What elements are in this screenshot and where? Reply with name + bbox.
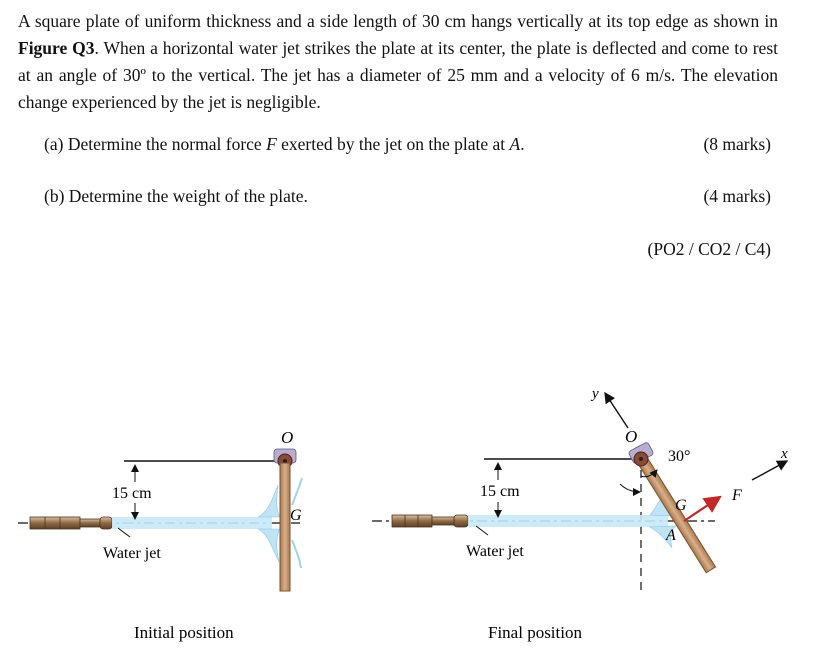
question-a-text-1: Determine the normal force <box>67 134 267 154</box>
figure-reference: Figure Q3 <box>18 38 95 58</box>
initial-jet-leader <box>118 528 130 537</box>
initial-center-label: G <box>290 507 302 524</box>
initial-position-diagram <box>18 428 302 642</box>
question-b-label: (b) <box>44 186 65 206</box>
question-a-marks: (8 marks) <box>703 134 771 154</box>
question-a-label: (a) <box>44 134 64 154</box>
outcome-code: (PO2 / CO2 / C4) <box>647 239 771 259</box>
question-b-text: Determine the weight of the plate. <box>68 186 308 206</box>
final-jet-label: Water jet <box>466 543 524 560</box>
final-angle-label: 30° <box>668 448 691 465</box>
initial-dim-label: 15 cm <box>112 485 152 502</box>
initial-plate <box>280 463 290 591</box>
final-force-label: F <box>732 487 742 504</box>
final-y-axis-arrow <box>605 393 628 428</box>
final-jet-leader <box>476 526 488 535</box>
question-b-marks: (4 marks) <box>703 186 771 206</box>
final-center-label: G <box>675 497 687 514</box>
final-position-diagram <box>372 386 788 642</box>
final-x-axis-label: x <box>781 446 788 462</box>
final-caption: Final position <box>488 623 582 642</box>
question-a-var-a: A <box>509 134 521 154</box>
final-plate <box>637 457 715 573</box>
initial-pivot-label: O <box>281 428 294 447</box>
final-point-label: A <box>666 527 676 544</box>
question-a-text-3: . <box>520 134 525 154</box>
problem-intro-part1: A square plate of uniform thickness and a side length of 30 cm hangs vertically at its top edge as shown in <box>18 11 778 31</box>
initial-jet-label: Water jet <box>103 545 161 562</box>
problem-intro-part2: . When a horizontal water jet strikes the plate at its center, the plate is deflected and come to rest at an angle of 30º to the vertical. The jet has a diameter of 25 mm and a velocity of 6 m/s. The elevation change experienced by the jet is negligible. <box>18 38 778 112</box>
initial-nozzle <box>30 517 112 529</box>
final-angle-arc-lower <box>620 484 640 492</box>
final-nozzle <box>392 515 468 527</box>
final-y-axis-label: y <box>592 386 599 402</box>
initial-caption: Initial position <box>134 623 234 642</box>
final-force-arrow <box>684 497 720 521</box>
final-x-axis-arrow <box>752 461 787 480</box>
final-dim-label: 15 cm <box>480 483 520 500</box>
final-pivot-label: O <box>625 427 638 446</box>
question-a-var-f: F <box>266 134 277 154</box>
question-a-text-2: exerted by the jet on the plate at <box>276 134 510 154</box>
